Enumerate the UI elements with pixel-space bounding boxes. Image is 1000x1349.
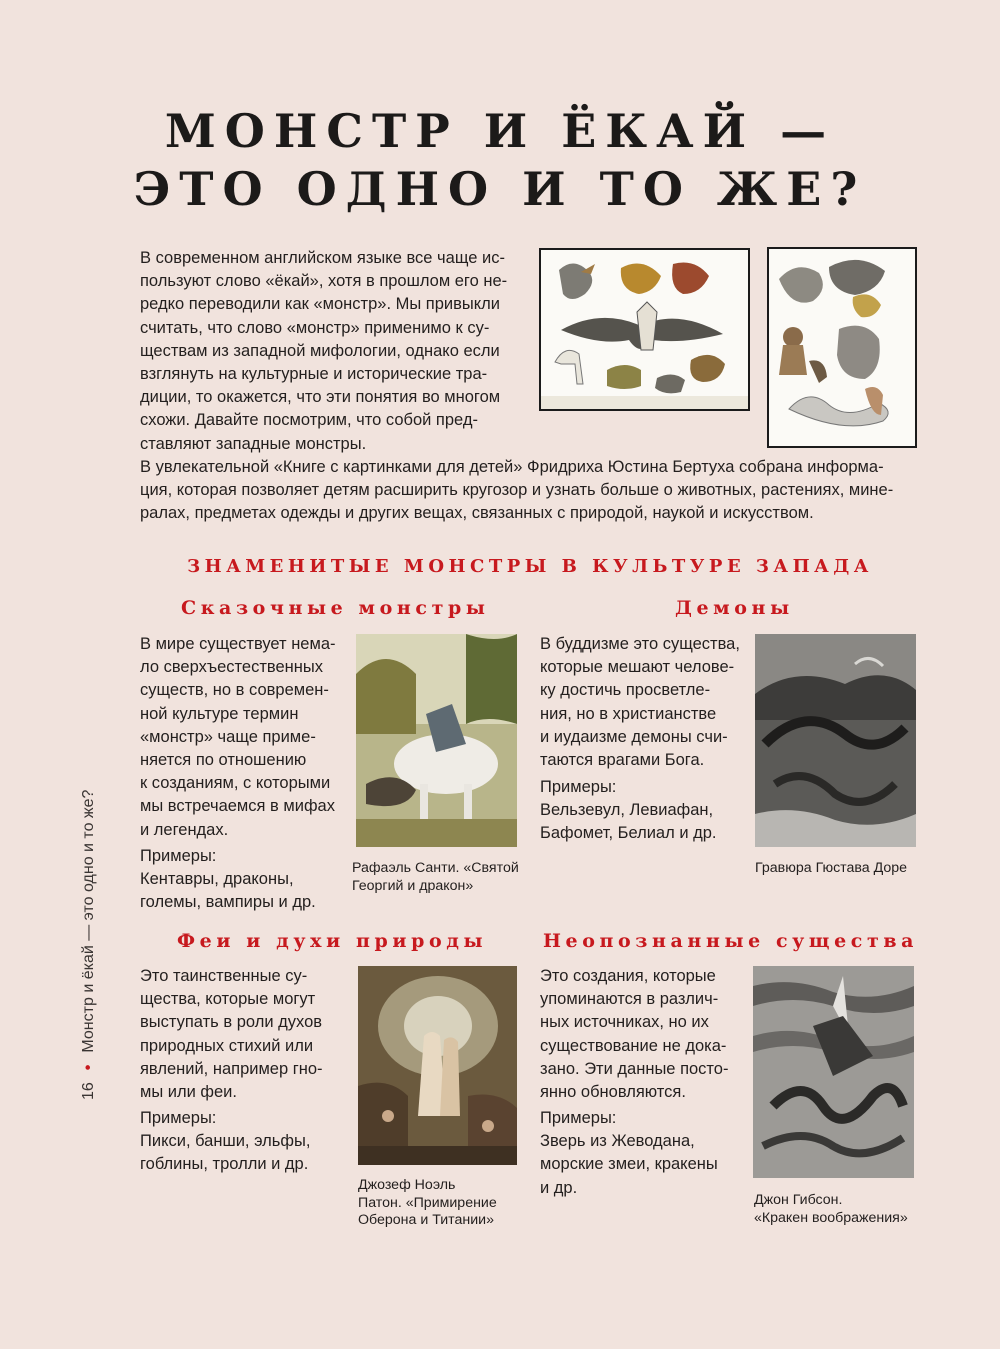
page-title-line-2: ЭТО ОДНО И ТО ЖЕ? — [133, 162, 867, 216]
running-title: Монстр и ёкай — это одно и то же? — [80, 789, 97, 1053]
paton-caption: Джозеф Ноэль Патон. «Примирение Оберона и Титании» — [358, 1177, 497, 1228]
intro-paragraph: В современном английском языке все чаще ис- пользуют слово «ёкай», хотя в прошлом его не- редко переводили как «монстр». Мы привыкли считать, что слово «монстр» применимо к су- ществам из западной мифологии, однако если взглянуть на культурные и исторические тра- диции, то окажется, что эти понятия во многом схожи. Давайте посмотрим, что собой пред- ставляют западные монстры. — [140, 249, 508, 453]
fairytale-monsters-examples: Примеры: Кентавры, драконы, големы, вампиры и др. — [140, 847, 316, 912]
demons-text: В буддизме это существа, которые мешают челове- ку достичь просветле- ния, но в христианстве и иудаизме демоны счи- таются врагами Бога. — [540, 635, 740, 770]
unidentified-creatures-examples: Примеры: Зверь из Жеводана, морские змеи, кракены и др. — [540, 1109, 718, 1197]
paton-oberon-titania-painting-image — [358, 966, 517, 1165]
running-header — [80, 790, 98, 1100]
heading-demons: Демоны — [675, 597, 794, 619]
fairytale-monsters-text: В мире существует нема- ло сверхъестественных существ, но в современ- ной культуре термин «монстр» чаще приме- няется по отношению к созданиям, с которыми мы встречаемся в мифах и легендах. — [140, 635, 336, 839]
dore-caption: Гравюра Гюстава Доре — [755, 860, 908, 876]
heading-fairies: Феи и духи природы — [177, 930, 488, 952]
gibson-caption: Джон Гибсон. «Кракен воображения» — [754, 1192, 908, 1226]
fairies-text: Это таинственные су- щества, которые могут выступать в роли духов природных стихий или явлений, например гно- мы или феи. — [140, 967, 323, 1102]
saint-george-painting-image — [356, 634, 517, 847]
saint-george-caption: Рафаэль Санти. «Святой Георгий и дракон» — [352, 860, 519, 894]
page-number: 16 — [80, 1082, 97, 1100]
section-heading: ЗНАМЕНИТЫЕ МОНСТРЫ В КУЛЬТУРЕ ЗАПАДА — [187, 556, 873, 577]
page-title-line-1: МОНСТР И ЁКАЙ — — [164, 104, 836, 158]
demons-examples: Примеры: Вельзевул, Левиафан, Бафомет, Белиал и др. — [540, 778, 717, 843]
separator-dot-icon: • — [80, 1064, 97, 1071]
dore-leviathan-engraving-image — [755, 634, 916, 847]
fairies-examples: Примеры: Пикси, банши, эльфы, гоблины, тролли и др. — [140, 1109, 311, 1174]
heading-unidentified-creatures: Неопознанные существа — [543, 930, 919, 952]
bertuch-engraving-monsters-image — [767, 247, 917, 448]
gibson-kraken-engraving-image — [753, 966, 914, 1178]
book-paragraph: В увлекательной «Книге с картинками для детей» Фридриха Юстина Бертуха собрана информа- ция, которая позволяет детям расширить кругозор и узнать больше о животных, растениях, мине- ралах, предметах одежды и других вещах, связанных с природой, наукой и искусством. — [140, 458, 894, 523]
unidentified-creatures-text: Это создания, которые упоминаются в различ- ных источниках, но их существование не дока- зано. Эти данные посто- янно обновляются. — [540, 967, 729, 1102]
bertuch-engraving-griffins-image — [539, 248, 750, 411]
heading-fairytale-monsters: Сказочные монстры — [181, 597, 490, 619]
